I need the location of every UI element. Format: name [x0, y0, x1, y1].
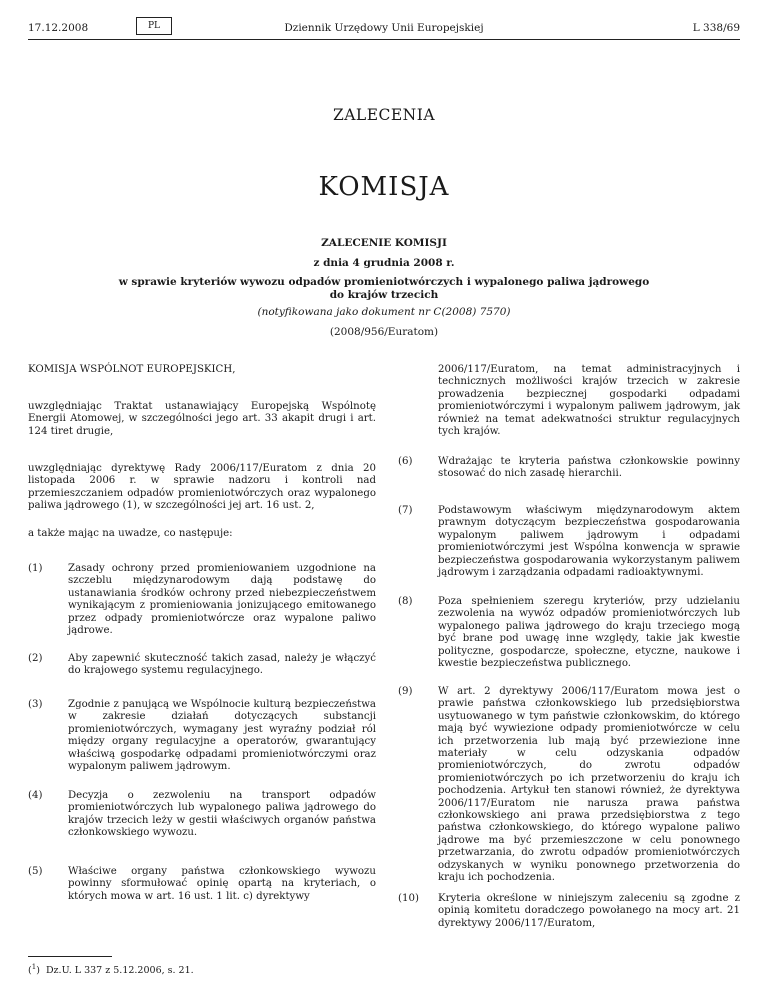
recital-text: Podstawowym właściwym międzynarodowym aktem prawnym dotyczącym bezpieczeństwa gospodarowania wypalonym paliwem jądrowym i odpadami promieniotwórczymi jest Wspólna konwencja w sprawie bezpieczeństwa gospodarowania wykorzystanym paliwem jądrowym i zarządzania odpadami radioaktywnymi. [438, 505, 740, 579]
preamble-treaty: uwzględniając Traktat ustanawiający Europejską Wspólnotę Energii Atomowej, w szczególności jego art. 33 akapit drugi i art. 124 tiret drugie, [28, 401, 376, 437]
document-reference: (2008/956/Euratom) [329, 326, 439, 338]
section-heading: ZALECENIA [332, 106, 436, 124]
recital-number: (8) [398, 596, 413, 607]
recital-number: (1) [28, 563, 43, 574]
notification-note: (notyfikowana jako dokument nr C(2008) 7570) [257, 306, 511, 318]
recital-text: Zasady ochrony przed promieniowaniem uzgodnione na szczeblu międzynarodowym dają podstawę do ustanawiania środków ochrony przed niebezpieczeństwem wynikającym z promieniowania jonizującego emitowanego przez odpady promieniotwórcze oraz wypalone paliwo jądrowe. [68, 563, 376, 637]
recital-4 [28, 790, 376, 840]
recital-7 [398, 505, 740, 579]
recital-6 [398, 456, 740, 481]
recital-text: Właściwe organy państwa członkowskiego wywozu powinny sformułować opinię opartą na kryteriach, o których mowa w art. 16 ust. 1 lit. c) dyrektywy [68, 866, 376, 902]
recital-number: (10) [398, 893, 419, 904]
header-rule [28, 39, 740, 40]
recital-2 [28, 653, 376, 678]
footnote-rule [28, 956, 112, 957]
recital-text: W art. 2 dyrektywy 2006/117/Euratom mowa jest o prawie państwa członkowskiego lub przedsiębiorstwa usytuowanego w tym państwie członkowskim, do którego mają być wywiezione odpady promieniotwórcze w celu ich przetworzenia lub mają być przewiezione inne materiały w celu odzyskania odpadów promieniotwórczych, do zwrotu odpadów promieniotwórczych po ich przetworzeniu do kraju ich pochodzenia. Artykuł ten stanowi również, że dyrektywa 2006/117/Euratom nie narusza prawa państwa członkowskiego ani prawa przedsiębiorstwa z tego państwa członkowskiego, do którego wypalone paliwo jądrowe ma być przemieszczone w celu ponownego przetwarzania, do zwrotu odpadów promieniotwórczych odzyskanych w wyniku ponownego przetworzenia do kraju ich pochodzenia. [438, 686, 740, 884]
recital-9 [398, 686, 740, 885]
recital-number: (4) [28, 790, 43, 801]
language-badge: PL [136, 17, 172, 35]
recital-number: (7) [398, 505, 413, 516]
footnote-ref[interactable]: 1 [126, 500, 134, 512]
recital-number: (5) [28, 866, 43, 877]
recital-5-continued: 2006/117/Euratom, na temat administracyjnych i technicznych możliwości krajów trzecich w zakresie prowadzenia bezpiecznej gospodarki odpadami promieniotwórczymi i wypalonym paliwem jądrowym, jak również na temat adekwatności struktur regulacyjnych tych krajów. [438, 364, 740, 438]
recital-number: (9) [398, 686, 413, 697]
document-date: z dnia 4 grudnia 2008 r. [313, 257, 455, 269]
preamble-directive-text-end: ), w szczególności jej art. 16 ust. 2, [133, 500, 315, 512]
recital-text: Wdrażając te kryteria państwa członkowskie powinny stosować do nich zasadę hierarchii. [438, 456, 740, 480]
document-type: ZALECENIE KOMISJI [321, 237, 447, 249]
recital-text: Aby zapewnić skuteczność takich zasad, należy je włączyć do krajowego systemu regulacyjnego. [68, 653, 376, 677]
recital-number: (2) [28, 653, 43, 664]
preamble-intro: KOMISJA WSPÓLNOT EUROPEJSKICH, [28, 364, 236, 375]
document-subject: w sprawie kryteriów wywozu odpadów promieniotwórczych i wypalonego paliwa jądrowego do krajów trzecich [118, 276, 650, 301]
recital-number: (3) [28, 699, 43, 710]
header-date: 17.12.2008 [28, 22, 89, 34]
page-reference: L 338/69 [692, 22, 740, 34]
footnote-text: Dz.U. L 337 z 5.12.2006, s. 21. [45, 965, 194, 977]
recital-text: Zgodnie z panującą we Wspólnocie kulturą bezpieczeństwa w zakresie działań dotyczących substancji promieniotwórczych, wymagany jest wyraźny podział ról między organy regulacyjne a operatorów, gwarantujący właściwą gospodarkę odpadami promieniotwórczymi oraz wypalonym paliwem jądrowym. [68, 699, 376, 773]
recital-8 [398, 596, 740, 670]
footnote: ($^1$) Dz.U. L 337 z 5.12.2006, s. 21. [28, 963, 194, 977]
recital-3 [28, 699, 376, 773]
preamble-directive-text: uwzględniając dyrektywę Rady 2006/117/Euratom z dnia 20 listopada 2006 r. w sprawie nadzoru i kontroli nad przemieszczaniem odpadów promieniotwórczych oraz wypalonego paliwa jądrowego ( [28, 463, 376, 512]
recital-number: (6) [398, 456, 413, 467]
recital-text: Kryteria określone w niniejszym zaleceniu są zgodne z opinią komitetu doradczego powołanego na mocy art. 21 dyrektywy 2006/117/Euratom, [438, 893, 740, 929]
journal-title: Dziennik Urzędowy Unii Europejskiej [284, 22, 484, 34]
recital-10 [398, 893, 740, 930]
recital-text: Poza spełnieniem szeregu kryteriów, przy udzielaniu zezwolenia na wywóz odpadów promieniotwórczych lub wypalonego paliwa jądrowego do kraju trzeciego mogą być brane pod uwagę inne względy, takie jak kwestie polityczne, gospodarcze, społeczne, etyczne, naukowe i kwestie bezpieczeństwa publicznego. [438, 596, 740, 670]
organization-heading: KOMISJA [318, 172, 450, 202]
recital-5 [28, 866, 376, 903]
preamble-whereas: a także mając na uwadze, co następuje: [28, 528, 233, 539]
recital-text: Decyzja o zezwoleniu na transport odpadów promieniotwórczych lub wypalonego paliwa jądrowego do krajów trzecich leży w gestii właściwych organów państwa członkowskiego wywozu. [68, 790, 376, 839]
recital-1 [28, 563, 376, 637]
footnote-mark: 1 [31, 963, 37, 971]
preamble-directive [28, 463, 376, 513]
